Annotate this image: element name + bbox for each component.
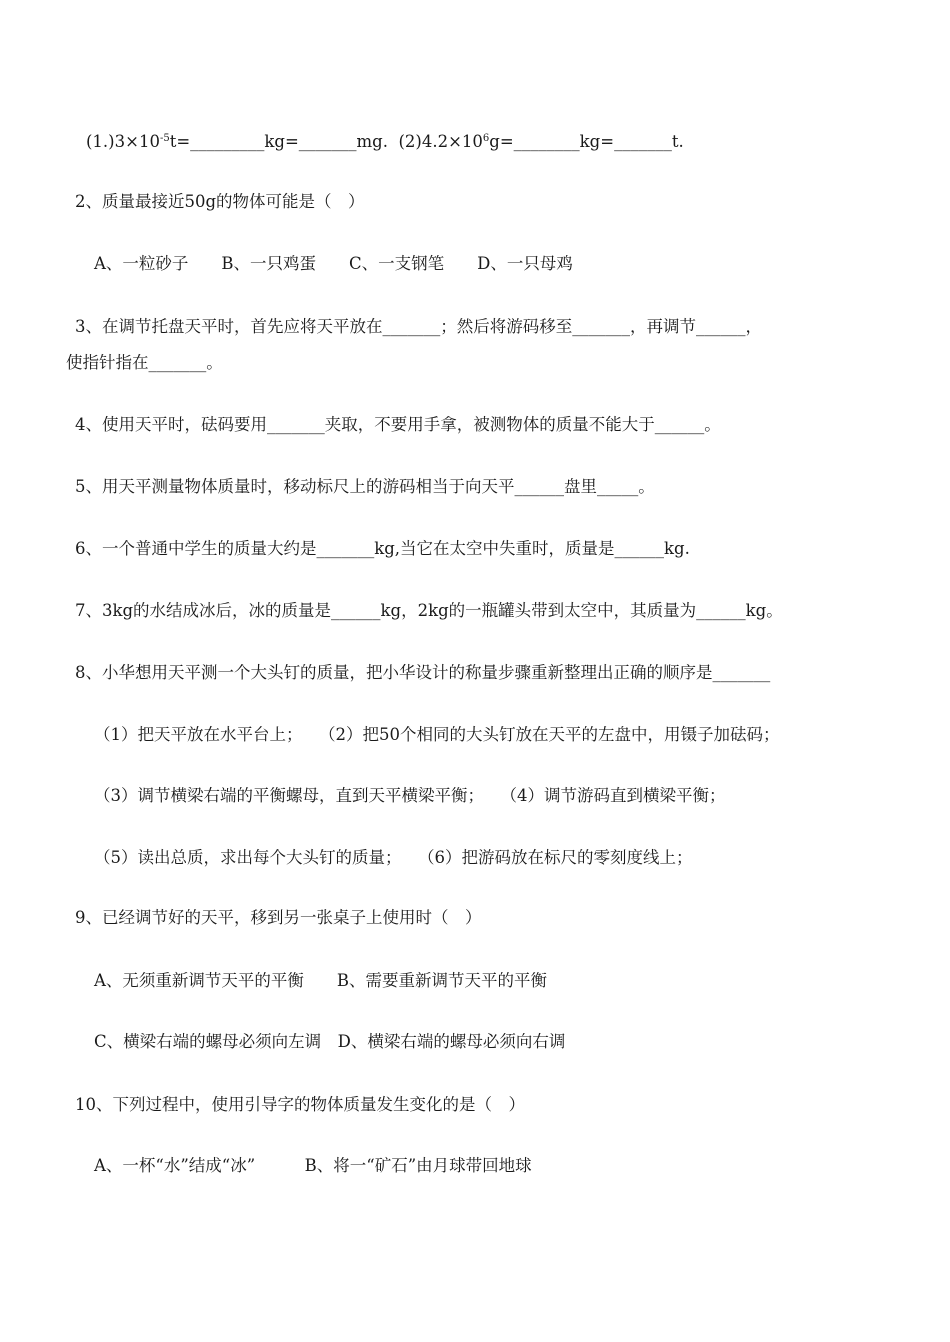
question-10-stem: 10、下列过程中，使用引导字的物体质量发生变化的是（ ） bbox=[75, 1095, 525, 1114]
question-2-stem: 2、质量最接近50g的物体可能是（ ） bbox=[75, 192, 365, 211]
question-4-stem: 4、使用天平时，砝码要用_______夹取，不要用手拿，被测物体的质量不能大于______。 bbox=[75, 415, 721, 434]
question-8-stem: 8、小华想用天平测一个大头钉的质量，把小华设计的称量步骤重新整理出正确的顺序是_______ bbox=[75, 663, 771, 682]
question-5-stem: 5、用天平测量物体质量时，移动标尺上的游码相当于向天平______盘里_____。 bbox=[75, 477, 655, 496]
q1-part1-suffix: t=_________kg=_______mg. bbox=[169, 132, 388, 151]
question-3-stem-line2: 使指针指在_______。 bbox=[66, 353, 223, 372]
question-9-options-row1: A、无须重新调节天平的平衡 B、需要重新调节天平的平衡 bbox=[94, 971, 548, 990]
question-9-options-row2: C、横梁右端的螺母必须向左调 D、横梁右端的螺母必须向右调 bbox=[94, 1032, 566, 1051]
question-10-options-row1: A、一杯“水”结成“冰” B、将一“矿石”由月球带回地球 bbox=[94, 1156, 532, 1175]
question-8-steps-row3: （5）读出总质，求出每个大头钉的质量； （6）把游码放在标尺的零刻度线上； bbox=[94, 848, 693, 867]
question-1 bbox=[86, 131, 684, 153]
question-3-stem-line1: 3、在调节托盘天平时，首先应将天平放在_______；然后将游码移至_______，再调节______， bbox=[75, 317, 762, 336]
q1-part1-prefix: (1.)3×10 bbox=[86, 132, 160, 151]
q1-part2-exponent: 6 bbox=[482, 133, 490, 144]
question-7-stem: 7、3kg的水结成冰后，冰的质量是______kg，2kg的一瓶罐头带到太空中，其质量为______kg。 bbox=[75, 601, 783, 620]
question-9-stem: 9、已经调节好的天平，移到另一张桌子上使用时（ ） bbox=[75, 908, 482, 927]
q1-part2-suffix: g=________kg=_______t. bbox=[489, 132, 684, 151]
q1-part1-exponent: -5 bbox=[159, 133, 170, 144]
question-2-options: A、一粒砂子 B、一只鸡蛋 C、一支钢笔 D、一只母鸡 bbox=[94, 254, 573, 273]
q1-part2-prefix: (2)4.2×10 bbox=[398, 132, 483, 151]
question-8-steps-row1: （1）把天平放在水平台上； （2）把50个相同的大头钉放在天平的左盘中，用镊子加砝码； bbox=[94, 725, 780, 744]
question-6-stem: 6、一个普通中学生的质量大约是_______kg,当它在太空中失重时，质量是______kg. bbox=[75, 539, 690, 558]
question-8-steps-row2: （3）调节横梁右端的平衡螺母，直到天平横梁平衡； （4）调节游码直到横梁平衡； bbox=[94, 786, 726, 805]
